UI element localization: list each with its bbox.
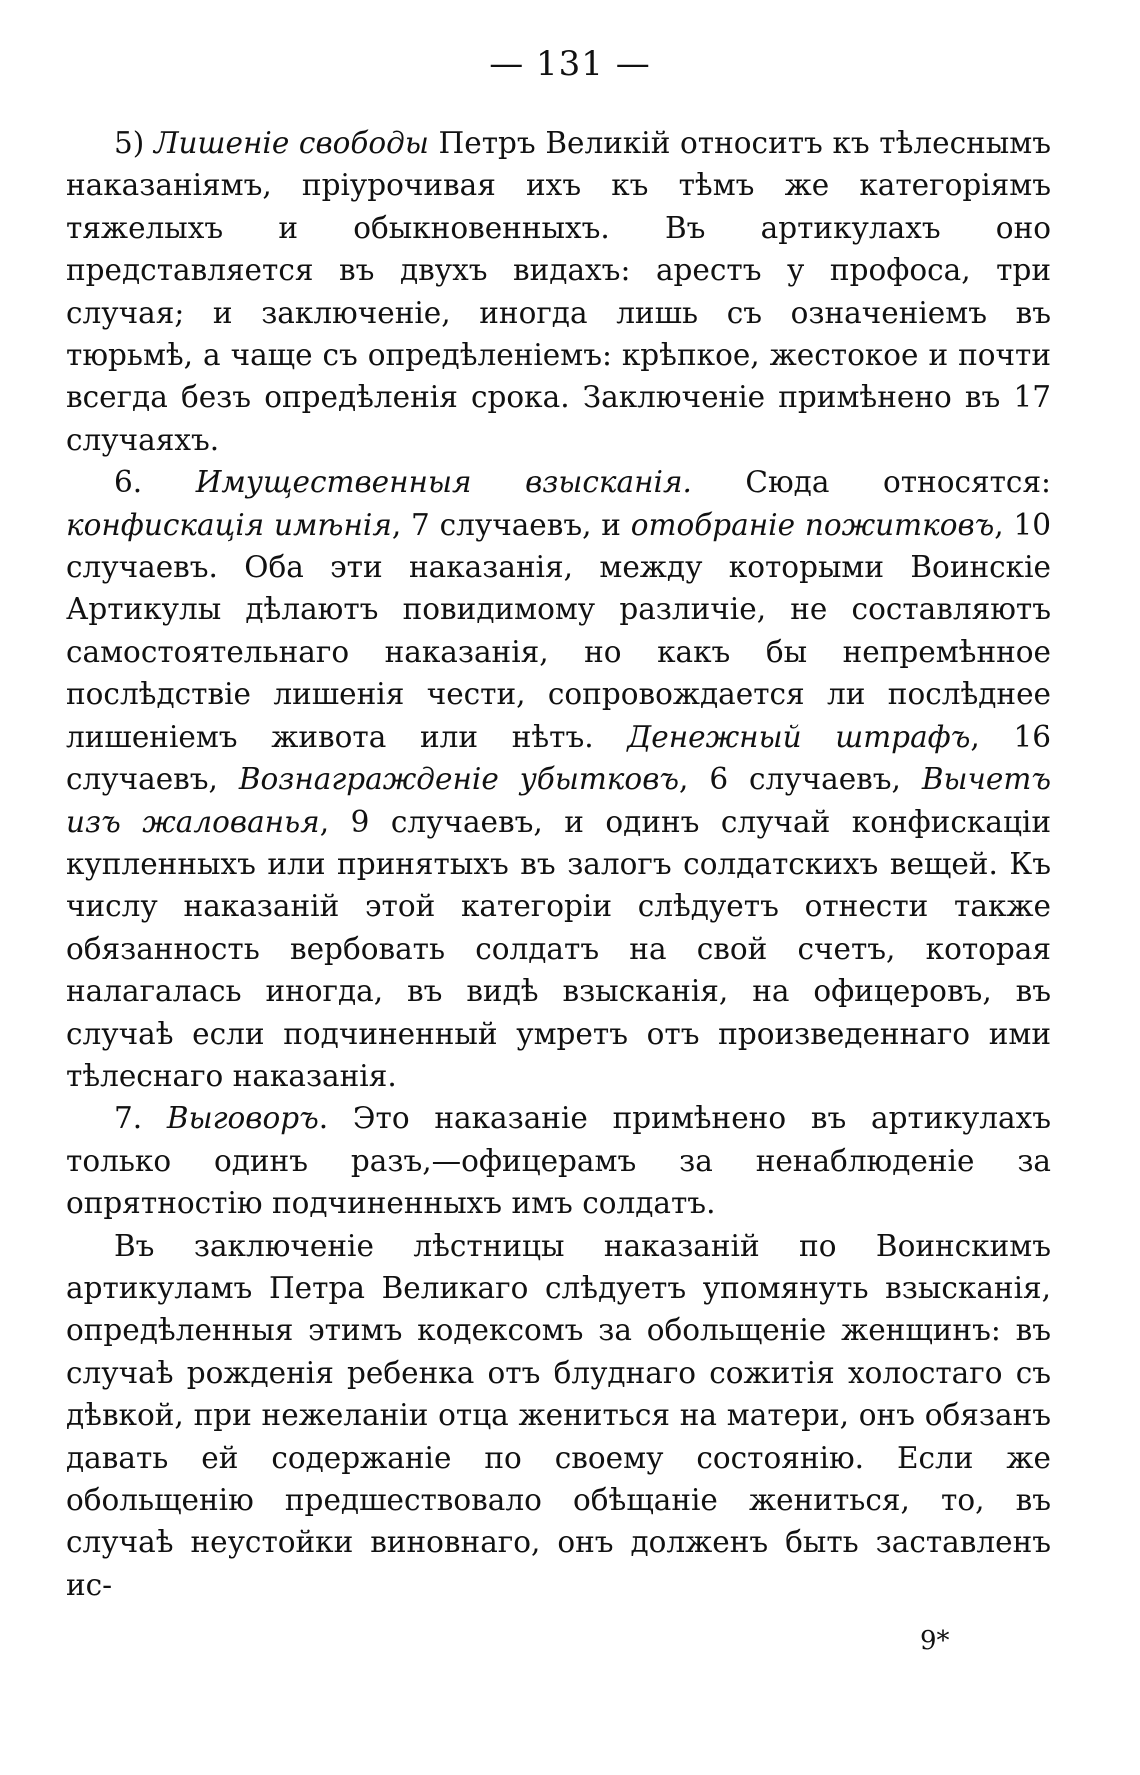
page-number: — 131 —: [489, 44, 651, 84]
text-segment: 6.: [114, 465, 196, 500]
paragraph-8: [66, 1225, 1051, 1607]
italic-term: Денежный штрафъ: [627, 719, 971, 754]
italic-term: Вознагражденіе убытковъ: [238, 762, 680, 797]
signature-mark: 9*: [920, 1626, 950, 1656]
text-segment: Сюда относятся:: [691, 465, 1051, 500]
italic-term: Выговоръ: [166, 1101, 319, 1136]
italic-term: Лишеніе свободы: [153, 126, 429, 160]
text-segment: 7.: [114, 1101, 167, 1136]
paragraph-6: [66, 461, 1051, 1097]
paragraph-5: [66, 122, 1051, 461]
italic-term: отобраніе пожитковъ: [630, 507, 995, 542]
italic-term: конфискація имѣнія: [66, 507, 392, 542]
text-segment: . Это наказаніе примѣнено въ артикулахъ только одинъ разъ,—офицерамъ за ненаблюденіе за опрятностію подчиненныхъ имъ солдатъ.: [66, 1101, 1051, 1221]
text-segment: Петръ Великій относитъ къ тѣлеснымъ наказаніямъ, пріурочивая ихъ къ тѣмъ же категоріямъ тяжелыхъ и обыкновенныхъ. Въ артикулахъ оно представляется въ двухъ видахъ: арестъ у профоса, три случая; и заключеніе, иногда лишь съ означеніемъ въ тюрьмѣ, а чаще съ опредѣленіемъ: крѣпкое, жестокое и почти всегда безъ опредѣленія срока. Заключеніе примѣнено въ 17 случаяхъ.: [66, 126, 1051, 457]
text-segment: , 6 случаевъ,: [679, 762, 922, 797]
text-segment: , 7 случаевъ, и: [391, 507, 631, 542]
text-segment: , 9 случаевъ, и одинъ случай конфискаціи купленныхъ или принятыхъ въ залогъ солдатскихъ вещей. Къ числу наказаній этой категоріи слѣдуетъ отнести также обязанность вербовать солдатъ на свой счетъ, которая налагалась иногда, въ видѣ взысканія, на офицеровъ, въ случаѣ если подчиненный умретъ отъ произведеннаго ими тѣлеснаго наказанія.: [66, 804, 1052, 1093]
text-segment: 5): [114, 126, 154, 160]
text-segment: , 10 случаевъ. Оба эти наказанія, между которыми Воинскіе Артикулы дѣлаютъ повидимому различіе, не составляютъ самостоятельнаго наказанія, но какъ бы непремѣнное послѣдствіе лишенія чести, сопровождается ли послѣднее лишеніемъ живота или нѣтъ.: [66, 507, 1051, 754]
text-segment: Въ заключеніе лѣстницы наказаній по Воинскимъ артикуламъ Петра Великаго слѣдуетъ упомянуть взысканія, опредѣленныя этимъ кодексомъ за обольщеніе женщинъ: въ случаѣ рожденія ребенка отъ блуднаго сожитія холостаго съ дѣвкой, при нежеланіи отца жениться на матери, онъ обязанъ давать ей содержаніе по своему состоянію. Если же обольщенію предшествовало обѣщаніе жениться, то, въ случаѣ неустойки виновнаго, онъ долженъ быть заставленъ ис-: [66, 1228, 1051, 1602]
body-text: [66, 122, 1051, 1606]
italic-term: Имущественныя взысканія.: [195, 465, 692, 500]
text-segment: , 16 случаевъ,: [66, 719, 1052, 797]
paragraph-7: [66, 1097, 1051, 1224]
italic-term: Вычетъ изъ жалованья: [66, 762, 1051, 839]
